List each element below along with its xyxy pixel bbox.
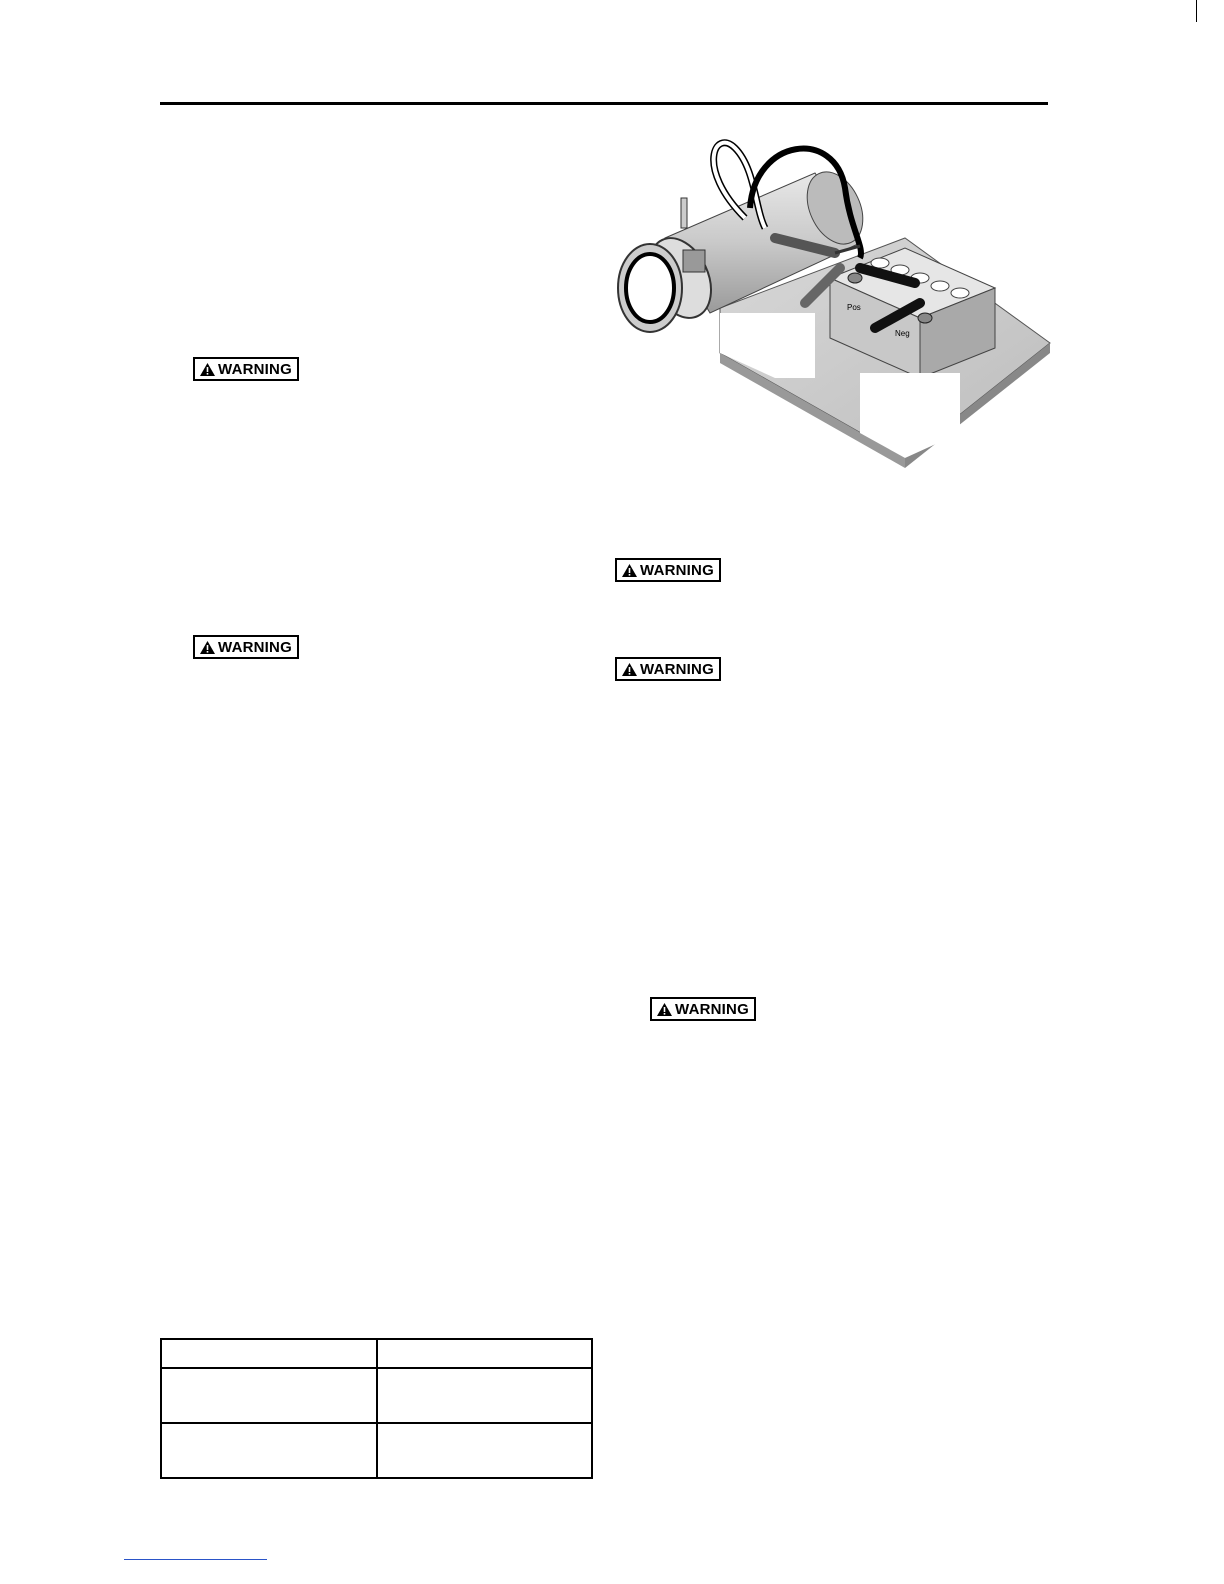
table-cell — [161, 1368, 377, 1423]
warning-badge — [193, 357, 299, 381]
warning-badge — [615, 558, 721, 582]
warning-badge — [615, 657, 721, 681]
warning-label: WARNING — [218, 360, 292, 378]
warning-triangle-icon — [622, 564, 637, 577]
pump-battery-illustration — [605, 128, 1065, 468]
table-row — [161, 1368, 592, 1423]
terminal-neg-label: Neg — [895, 329, 910, 338]
warning-label: WARNING — [675, 1000, 749, 1018]
warning-label: WARNING — [218, 638, 292, 656]
crop-mark — [1196, 0, 1224, 22]
table-cell — [161, 1339, 377, 1368]
table-cell — [161, 1423, 377, 1478]
warning-label: WARNING — [640, 561, 714, 579]
warning-triangle-icon — [622, 663, 637, 676]
table-row — [161, 1423, 592, 1478]
spec-table — [160, 1338, 593, 1479]
table-cell — [377, 1339, 592, 1368]
header-rule — [160, 102, 1048, 105]
warning-triangle-icon — [200, 363, 215, 376]
table-row — [161, 1339, 592, 1368]
warning-triangle-icon — [200, 641, 215, 654]
terminal-pos-label: Pos — [847, 303, 861, 312]
warning-badge — [193, 635, 299, 659]
warning-label: WARNING — [640, 660, 714, 678]
footer-link[interactable] — [124, 1556, 267, 1560]
warning-triangle-icon — [657, 1003, 672, 1016]
table-cell — [377, 1423, 592, 1478]
table-cell — [377, 1368, 592, 1423]
warning-badge — [650, 997, 756, 1021]
